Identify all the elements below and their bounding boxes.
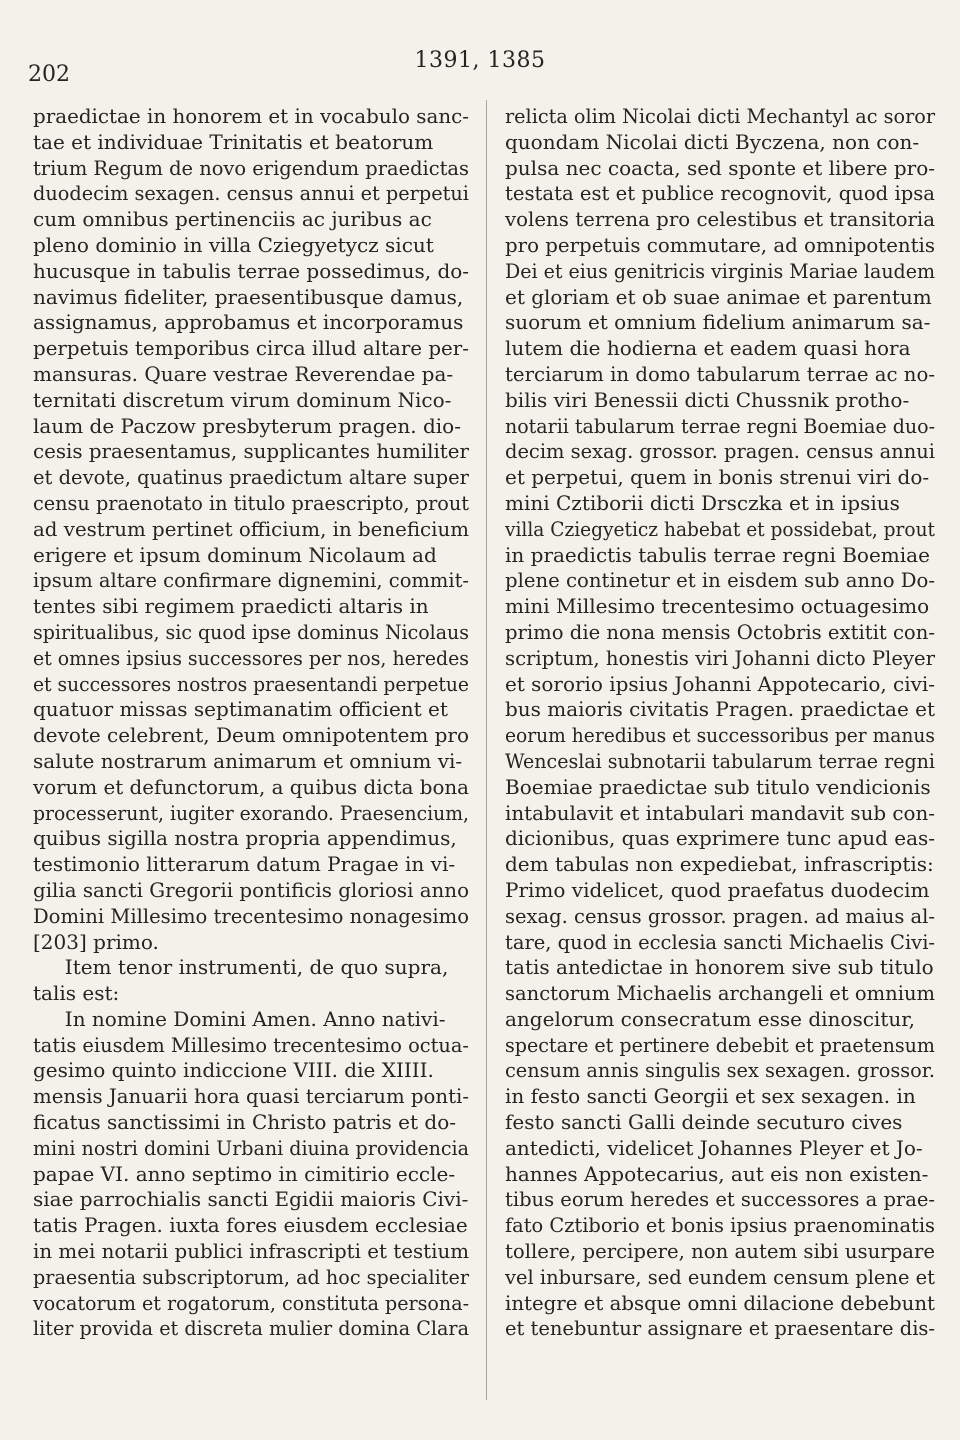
text-line: In nomine Domini Amen. Anno nativi- [33,1006,446,1031]
text-line: processerunt, iugiter exorando. Praesencium, [33,800,470,825]
text-line: cum omnibus pertinenciis ac juribus ac [33,207,432,232]
text-line: in mei notarii publici infrascripti et testium [33,1239,470,1264]
text-line: lutem die hodierna et eadem quasi hora [505,336,911,361]
text-line: navimus fideliter, praesentibusque damus, [33,284,464,309]
text-line: laum de Paczow presbyterum pragen. dio- [33,413,461,438]
right-column [505,104,935,1342]
text-line: quibus sigilla nostra propria appendimus, [33,826,457,851]
text-line: et omnes ipsius successores per nos, heredes [33,645,470,670]
text-line: talis est: [33,981,120,1006]
text-line: sexag. census grossor. pragen. ad maius al- [505,903,936,928]
text-line: dicionibus, quas exprimere tunc apud eas- [505,826,935,851]
text-line: volens terrena pro celestibus et transitoria [505,207,936,232]
text-line: sanctorum Michaelis archangeli et omnium [505,981,936,1006]
text-line: perpetuis temporibus circa illud altare per- [33,336,469,361]
text-line: vel inbursare, sed eundem censum plene et [505,1264,936,1289]
text-line: quatuor missas septimanatim officient et [33,697,448,722]
text-line: relicta olim Nicolai dicti Mechantyl ac soror [505,104,936,128]
text-line: bilis viri Benessii dicti Chussnik protho- [505,387,910,412]
text-line: antedicti, videlicet Johannes Pleyer et Jo- [505,1135,923,1160]
text-line: Wenceslai subnotarii tabularum terrae regni [505,748,936,773]
text-line: et successores nostros praesentandi perpetue [33,671,469,696]
text-line: cesis praesentamus, supplicantes humiliter [33,439,470,464]
text-line: vorum et defunctorum, a quibus dicta bona [33,774,470,799]
text-line: tibus eorum heredes et successores a prae- [505,1187,936,1212]
text-line: gesimo quinto indiccione VIII. die XIIII. [33,1058,434,1083]
text-line: Item tenor instrumenti, de quo supra, [33,955,449,980]
text-line: siae parrochialis sancti Egidii maioris Civi- [33,1187,469,1212]
text-line: scriptum, honestis viri Johanni dicto Pleyer [505,645,936,670]
text-line: terciarum in domo tabularum terrae ac no- [505,361,936,386]
running-head: 1391, 1385 [414,48,546,73]
text-line: hucusque in tabulis terrae possedimus, do- [33,258,470,283]
text-line: notarii tabularum terrae regni Boemiae duo- [505,413,935,438]
text-line: eorum heredibus et successoribus per manus [505,723,935,748]
text-line: ipsum altare confirmare dignemini, commit- [33,568,469,593]
text-line: tare, quod in ecclesia sancti Michaelis Civi- [505,929,936,954]
text-line: assignamus, approbamus et incorporamus [33,310,464,335]
text-line: salute nostrarum animarum et omnium vi- [33,748,463,773]
text-line: decim sexag. grossor. pragen. census annui [505,439,935,464]
text-line: praesentia subscriptorum, ad hoc specialiter [33,1264,470,1289]
text-line: censum annis singulis sex sexagen. grossor. [505,1058,936,1083]
text-line: vocatorum et rogatorum, constituta persona- [33,1290,470,1315]
page-number: 202 [28,62,70,87]
left-column [33,104,469,1342]
text-line: hannes Appotecarius, aut eis non existen- [505,1161,929,1186]
text-line: et devote, quatinus praedictum altare super [33,465,470,490]
text-line: pro perpetuis commutare, ad omnipotentis [505,232,936,257]
column-divider [486,100,487,1400]
text-line: tollere, percipere, non autem sibi usurpare [505,1239,936,1264]
text-line: Domini Millesimo trecentesimo nonagesimo [33,903,469,928]
text-line: Dei et eius genitricis virginis Mariae laudem [505,258,936,283]
text-line: et tenebuntur assignare et praesentare dis- [505,1316,935,1341]
text-line: mansuras. Quare vestrae Reverendae pa- [33,361,454,386]
text-line: mensis Januarii hora quasi terciarum ponti- [33,1084,470,1109]
text-line: mini Millesimo trecentesimo octuagesimo [505,594,930,619]
text-line: testata est et publice recognovit, quod ipsa [505,181,935,206]
text-line: quondam Nicolai dicti Byczena, non con- [505,129,920,154]
text-line: villa Cziegyeticz habebat et possidebat, prout [505,516,936,541]
text-line: suorum et omnium fidelium animarum sa- [505,310,931,335]
text-line: duodecim sexagen. census annui et perpetui [33,181,469,206]
text-line: fato Cztiborio et bonis ipsius praenominatis [505,1213,936,1238]
text-line: Primo videlicet, quod praefatus duodecim [505,877,930,902]
text-line: Boemiae praedictae sub titulo vendicionis [505,774,931,799]
text-line: et gloriam et ob suae animae et parentum [505,284,932,309]
text-line: trium Regum de novo erigendum praedictas [33,155,469,180]
text-line: angelorum consecratum esse dinoscitur, [505,1006,915,1031]
text-line: bus maioris civitatis Pragen. praedictae et [505,697,935,722]
text-line: tatis Pragen. iuxta fores eiusdem ecclesiae [33,1213,468,1238]
text-line: in festo sancti Georgii et sex sexagen. in [505,1084,916,1109]
text-line: liter provida et discreta mulier domina Clara [33,1316,469,1341]
text-line: devote celebrent, Deum omnipotentem pro [33,723,470,748]
text-line: intabulavit et intabulari mandavit sub con- [505,800,935,825]
text-line: tatis antedictae in honorem sive sub titulo [505,955,934,980]
text-line: tatis eiusdem Millesimo trecentesimo octua- [33,1032,469,1057]
text-line: et sororio ipsius Johanni Appotecario, civi- [505,671,936,696]
text-line: ternitati discretum virum dominum Nico- [33,387,452,412]
text-line: spectare et pertinere debebit et praetensum [505,1032,935,1057]
text-line: in praedictis tabulis terrae regni Boemiae [505,542,930,567]
text-line: ficatus sanctissimi in Christo patris et do- [33,1110,456,1135]
text-line: pulsa nec coacta, sed sponte et libere pro- [505,155,935,180]
text-line: gilia sancti Gregorii pontificis gloriosi anno [33,877,470,902]
text-line: [203] primo. [33,929,159,954]
text-line: mini nostri domini Urbani diuina providencia [33,1135,470,1160]
text-line: tae et individuae Trinitatis et beatorum [33,129,434,154]
text-line: festo sancti Galli deinde secuturo cives [505,1110,903,1135]
text-line: praedictae in honorem et in vocabulo sanc- [33,104,469,128]
text-line: pleno dominio in villa Cziegyetycz sicut [33,232,434,257]
text-line: spiritualibus, sic quod ipse dominus Nicolaus [33,619,469,644]
text-line: primo die nona mensis Octobris extitit con- [505,619,935,644]
text-line: tentes sibi regimem praedicti altaris in [33,594,429,619]
text-line: papae VI. anno septimo in cimitirio eccle- [33,1161,456,1186]
text-line: erigere et ipsum dominum Nicolaum ad [33,542,437,567]
text-line: mini Cztiborii dicti Drsczka et in ipsius [505,490,900,515]
text-line: plene continetur et in eisdem sub anno Do- [505,568,936,593]
text-line: testimonio litterarum datum Pragae in vi- [33,852,456,877]
text-line: dem tabulas non expediebat, infrascriptis: [505,852,934,877]
text-line: censu praenotato in titulo praescripto, prout [33,490,469,515]
text-line: integre et absque omni dilacione debebunt [505,1290,935,1315]
text-line: ad vestrum pertinet officium, in beneficium [33,516,469,541]
text-line: et perpetui, quem in bonis strenui viri do- [505,465,930,490]
